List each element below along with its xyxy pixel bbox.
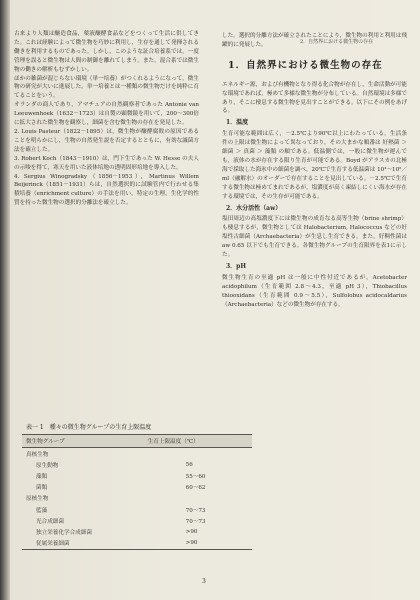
table-cell-group: 従属栄養細菌 xyxy=(22,538,144,550)
growth-temperature-table xyxy=(22,434,252,550)
subsection-body-ph: 微生物生育の至適 pH は一般に中性付近であるが，Acetobacter acidophilum（生育範囲 2.8～4.3，至適 pH 3），Thiobacillus thiooxidans（生育範囲 0.9～5.5），Sulfolobus acidocaldarius（Archaebacteria）などの微生物が存在する。 xyxy=(222,274,407,308)
left-paragraph: 3. Robert Koch（1843－1910）は，門下生であった W. Hesse の夫人の示唆を得て，寒天を用いた液体培地の透明固形培地を導入した。 xyxy=(14,155,199,171)
table-cell-group: 菌類 xyxy=(36,485,48,492)
table-cell-value xyxy=(144,448,252,460)
table-cell-value: 70～73 xyxy=(185,507,206,514)
left-paragraph: 2. Louis Pasteur（1822－1895）は，微生物が醸酵腐敗の原因であることを明らかにし，生物の自然発生説を否定するとともに，有効な滅菌方法を確立した。 xyxy=(14,128,199,153)
table-row xyxy=(22,470,252,481)
table-header-group: 微生物グループ xyxy=(22,435,144,448)
table-header-row xyxy=(22,435,252,448)
table-row xyxy=(22,482,252,493)
table-row xyxy=(22,459,252,470)
table-cell-group: 原核生物 xyxy=(26,496,49,503)
table-cell-value xyxy=(144,493,252,504)
subsection-title-temperature: 1．温度 xyxy=(226,119,249,127)
binding-shadow xyxy=(0,0,10,600)
table-cell-value: 56 xyxy=(185,461,193,468)
table-cell-value: >90 xyxy=(185,528,198,535)
table-cell-value: 70～73 xyxy=(185,518,206,525)
table-row xyxy=(22,526,252,537)
subsection-title-ph: 3．pH xyxy=(226,262,247,270)
left-paragraph: オランダの商人であり，アマチュアの自然観察者であった Antonie van Leeuwenhoek（1632－1723）は自製の顕微鏡を用いて，200～300倍に拡大された微生物を観察し，細菌を含む微生物の存在を発見した。 xyxy=(14,102,199,127)
left-column xyxy=(14,30,199,208)
left-paragraph: 古来より人類は醸造食品，薬液醸酵食品などをつくって生活に供してきた。これは経験によって微生物を巧妙に利用し，生存を通して発揮される働きを利用するものであった。しかし，このような証合培養系では，一度管理を誤ると微生物は人間の制御を離れてしまう。また，混合系では微生物の働きの解析もむずかしい。 xyxy=(14,31,199,73)
table-cell-value: 60～62 xyxy=(185,485,206,492)
table-cell-group: 藻類 xyxy=(36,473,48,480)
subsection-body-water-activity: 塩田周辺の高塩濃度下には微生物の成育なる高等生物（brine shrimp）も棲息するが，微生物としては Halobacterium, Halococcus などの好塩性古細菌（Archaebacteria）が生息し生育できる。また，好稠性菌は aw 0.65 以下でも生育できる。各微生物グループの生育限界を表1に示した。 xyxy=(222,216,407,259)
table-cell-group: 原生動物 xyxy=(36,462,59,469)
table-row xyxy=(22,493,252,504)
section-body: エネルギー源，および有機物となり得る化合物が存在し，生命活動が可能な環境であれば，極めて多様な微生物が分布している。自然環境は多様であり，そこに棲息する微生物を見出すことができる。以下にその例をあげる。 xyxy=(222,81,407,115)
left-paragraph: 4. Sergius Winogradsky（1856－1953），Martinus Willem Beijerinck（1851－1931）らは，自然選択的に試験管内で行わせる集積培養（enrichment culture）の手法を用い，特定の生理，生化学的性質を持った微生物の選択的分離法を確立した。 xyxy=(14,173,199,207)
right-column xyxy=(222,32,407,309)
table-cell-group: 光合成細菌 xyxy=(36,518,64,525)
table-title: 表一 1 種々の微生物グループの生育上限温度 xyxy=(26,424,152,431)
subsection-body-temperature: 生育可能な範囲は広く，－2.5℃より90℃以上にわたっている。生活条件の上限は微生物によって異なっており，その大まかな順番は 好熱菌 ＞ 細菌 ＞ 真菌 ＞ 藻類 の順である。低温側では，一般に微生物が運んでも，液体の水が存在する限り生育が可能である。Boyd がアラスカの北極海で採取した海氷中の細菌を調べ，20℃で生育する低温菌は 10³～10⁵／ml（融解水）のオーダーで存在することを見出している。－2.5℃で生育する微生物は極めてまれであるが，塩濃度が高く凍結しにくい海水が存在する環境では，その生存が可能である。 xyxy=(222,131,407,200)
subsection-title-water-activity: 2．水分活性（aw） xyxy=(226,204,282,212)
right-intro: した。選択的分離方法が確立されたことにより，微生物の利用と利用は飛躍的に発展した。 xyxy=(222,33,407,48)
page-number: 3 xyxy=(202,578,206,585)
running-header: 2．自然界における微生物の存在 xyxy=(300,39,374,45)
table-cell-group: 藍藻 xyxy=(36,507,48,514)
table-row xyxy=(22,504,252,515)
table-cell-group: 独立栄養化学合成細菌 xyxy=(36,529,92,536)
table-row xyxy=(22,448,252,460)
table-row xyxy=(22,515,252,526)
section-title: 1．自然界における微生物の存在 xyxy=(228,59,383,71)
table-cell-value: 55～60 xyxy=(185,473,206,480)
table-cell-group: 真核生物 xyxy=(26,451,49,458)
table-row xyxy=(22,538,252,550)
table-cell-value: >90 xyxy=(144,538,252,550)
table-block xyxy=(22,422,402,550)
table-header-temp: 生育上限温度（℃） xyxy=(144,435,252,448)
left-paragraph: ほかの雑菌が混じらない環境（単一培養）がつくれるようになって，微生物の研究が大いに進展した。単一培養とは一種類の微生物だけを純粋に育てることをいう。 xyxy=(14,75,199,100)
